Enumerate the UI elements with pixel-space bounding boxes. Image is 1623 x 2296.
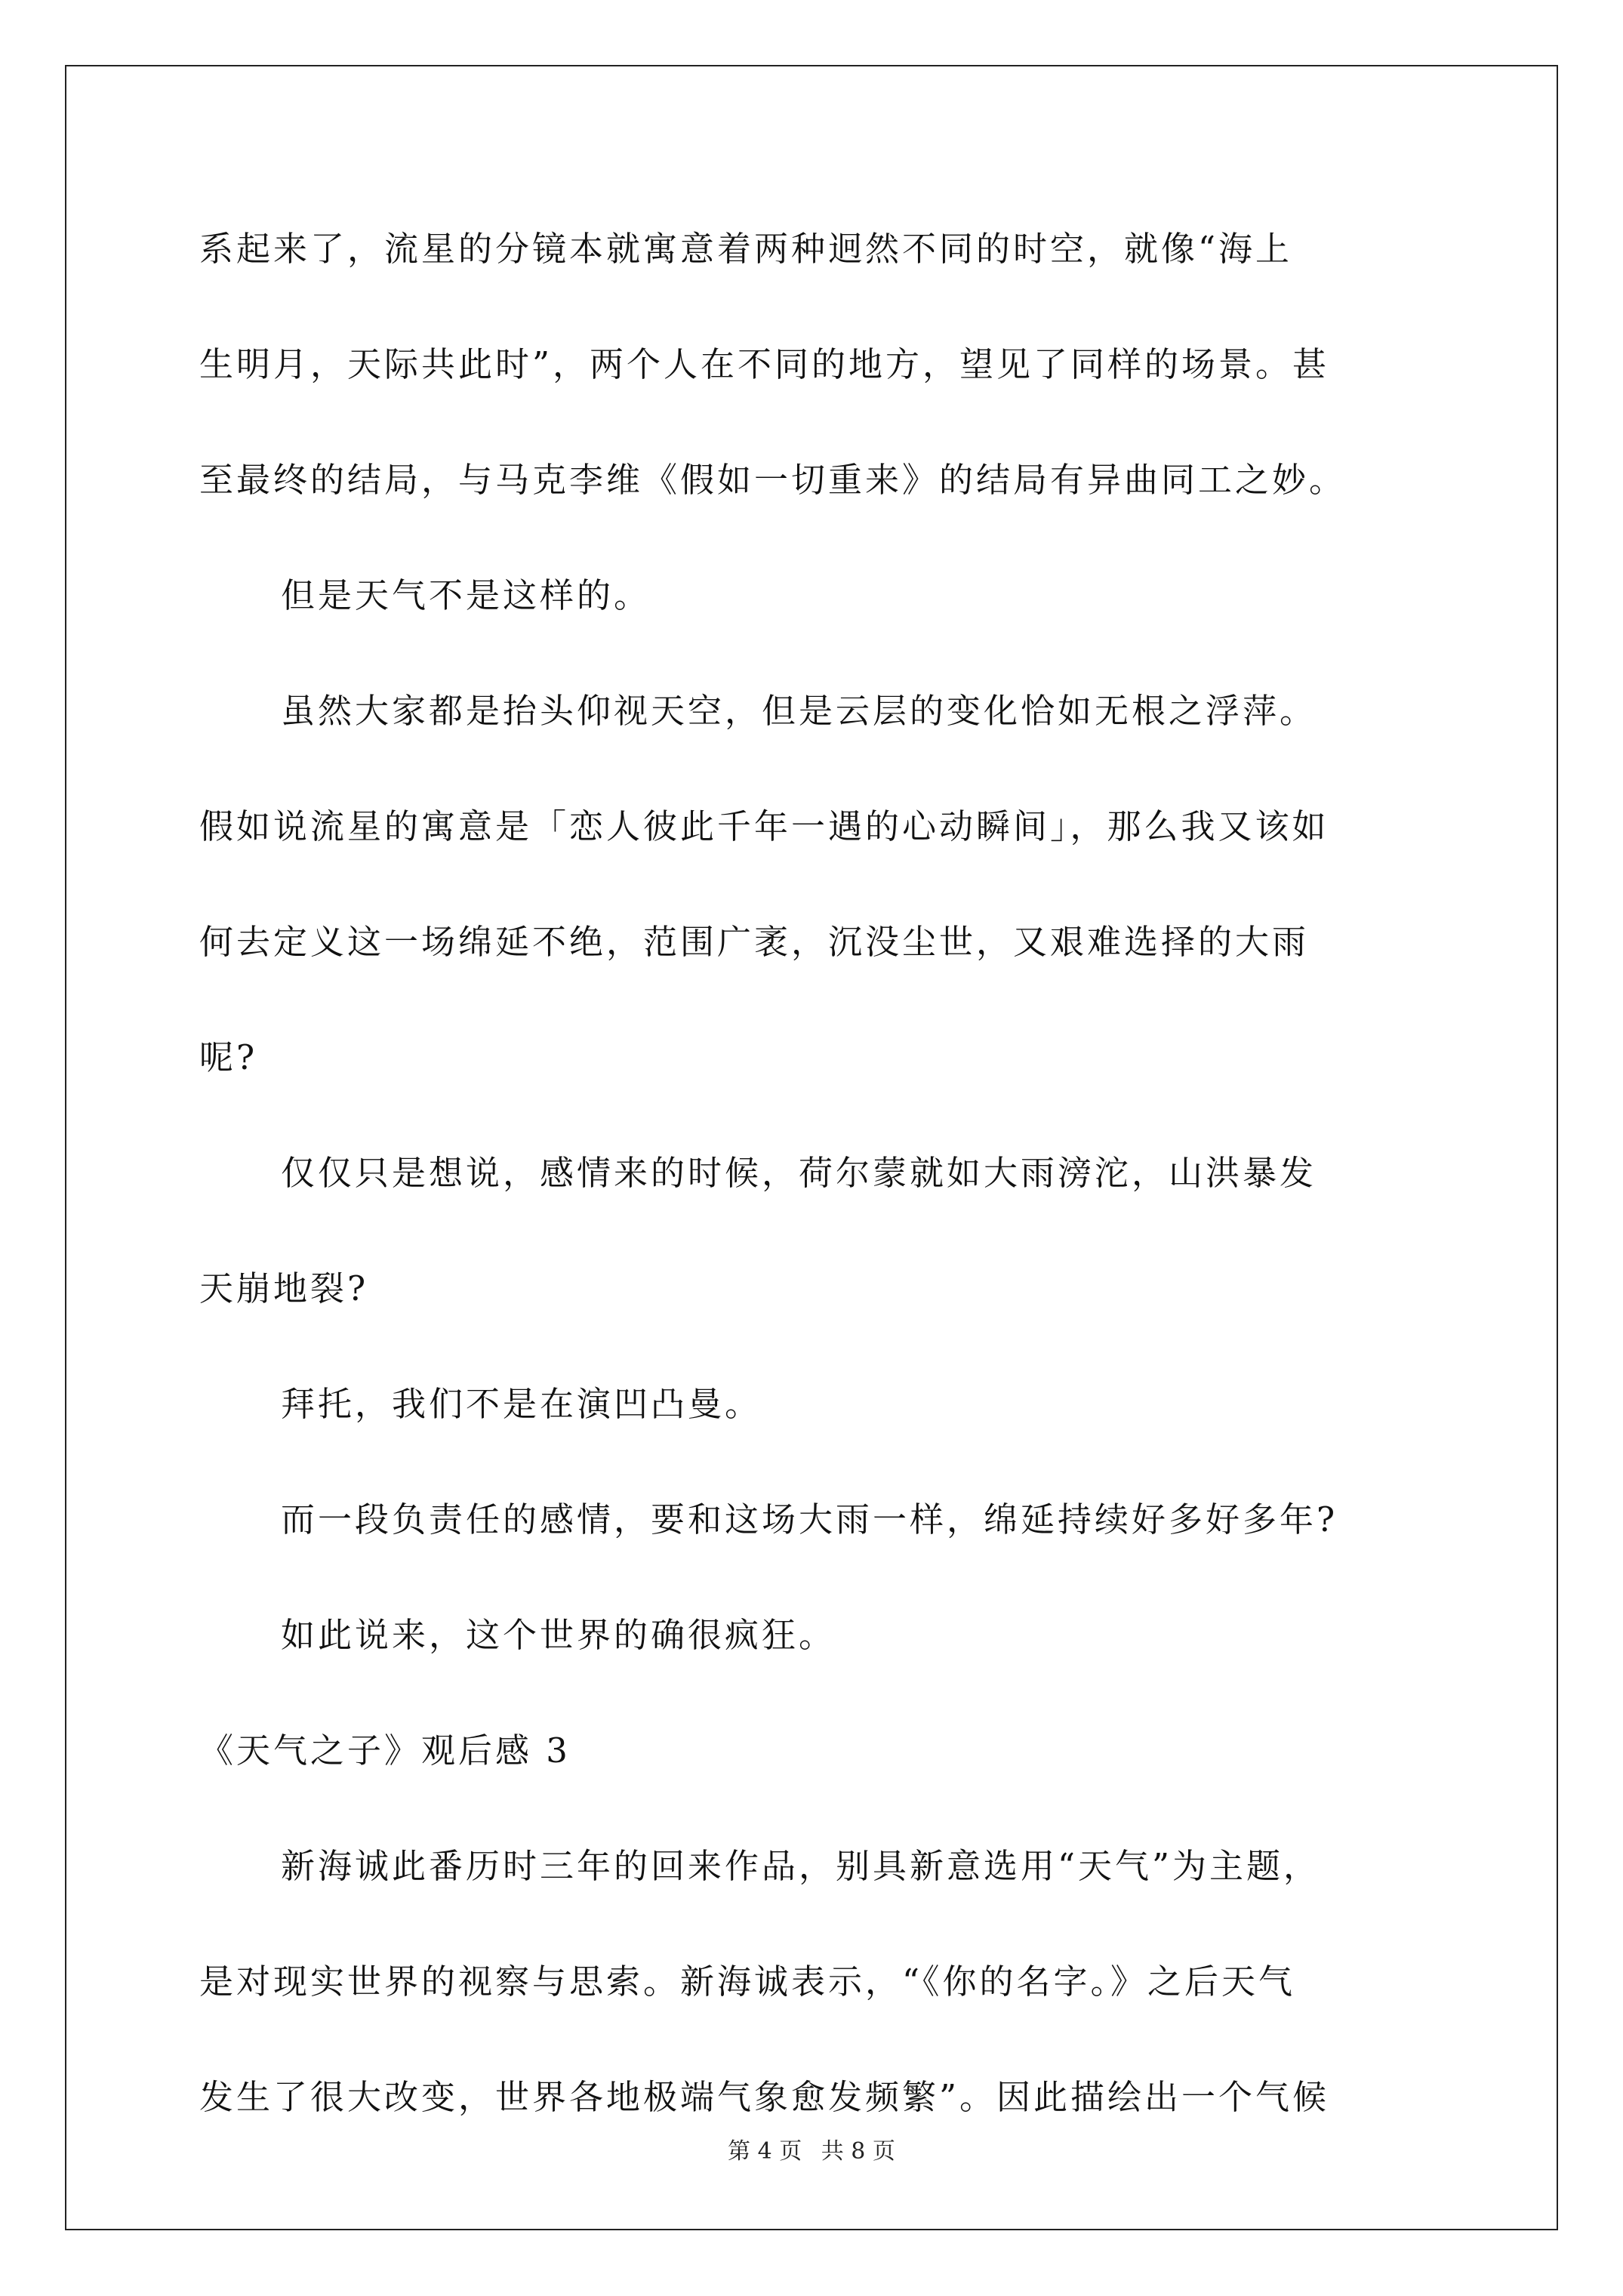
text-line: 但是天气不是这样的。: [281, 575, 651, 615]
text-line: 是对现实世界的视察与思索。新海诚表示，“《你的名字。》之后天气: [199, 1962, 1296, 2002]
page-footer: [0, 2137, 1623, 2167]
text-line: 如此说来，这个世界的确很疯狂。: [281, 1615, 836, 1655]
text-line: 何去定义这一场绵延不绝，范围广袤，沉没尘世，又艰难选择的大雨: [199, 922, 1310, 962]
text-line: 虽然大家都是抬头仰视天空，但是云层的变化恰如无根之浮萍。: [281, 691, 1317, 731]
page-total: 共 8 页: [821, 2138, 895, 2165]
text-line: 新海诚此番历时三年的回来作品，别具新意选用“天气”为主题，: [281, 1846, 1321, 1886]
text-line: 呢?: [199, 1037, 258, 1077]
text-line: 仅仅只是想说，感情来的时候，荷尔蒙就如大雨滂沱，山洪暴发: [281, 1153, 1317, 1193]
text-line: 天崩地裂?: [199, 1268, 369, 1308]
text-line: 而一段负责任的感情，要和这场大雨一样，绵延持续好多好多年?: [281, 1499, 1338, 1539]
text-line: 发生了很大改变，世界各地极端气象愈发频繁”。因此描绘出一个气候: [199, 2077, 1330, 2117]
text-line: 至最终的结局，与马克李维《假如一切重来》的结局有异曲同工之妙。: [199, 460, 1347, 500]
page-number: 第 4 页: [728, 2138, 802, 2165]
text-line: 生明月，天际共此时”，两个人在不同的地方，望见了同样的场景。甚: [199, 344, 1330, 384]
section-heading: 《天气之子》观后感 3: [199, 1730, 571, 1771]
text-line: 拜托，我们不是在演凹凸曼。: [281, 1384, 762, 1424]
page-border: [65, 65, 1558, 2230]
text-line: 假如说流星的寓意是「恋人彼此千年一遇的心动瞬间」，那么我又该如: [199, 806, 1329, 846]
text-line: 系起来了，流星的分镜本就寓意着两种迥然不同的时空，就像“海上: [199, 229, 1293, 269]
